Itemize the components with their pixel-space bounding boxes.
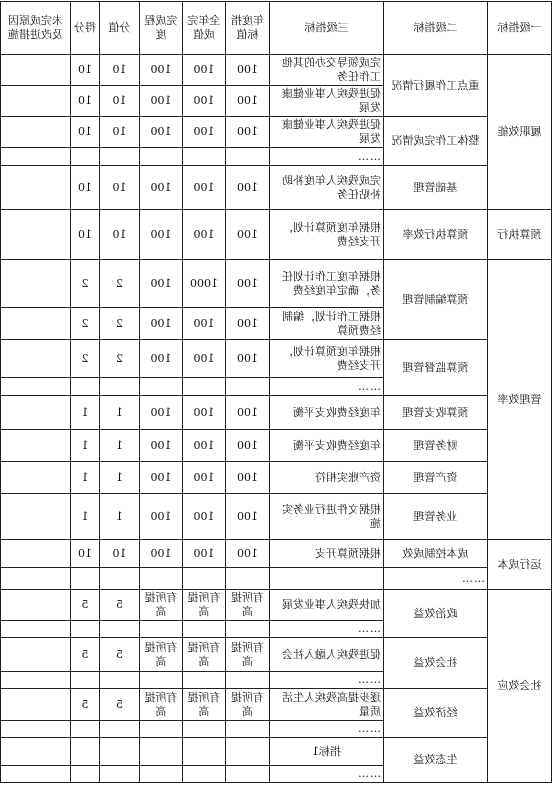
empty-cell xyxy=(100,148,140,166)
level2-cell: 预算编制管理 xyxy=(384,260,488,340)
table-row xyxy=(1,430,552,462)
score-cell: 10 xyxy=(71,55,100,86)
empty-cell xyxy=(1,378,71,396)
empty-cell xyxy=(1,148,71,166)
empty-cell xyxy=(226,738,270,766)
empty-cell xyxy=(226,766,270,783)
weight-cell: 10 xyxy=(100,86,140,117)
target-cell: 100 xyxy=(226,462,270,494)
empty-cell xyxy=(270,568,384,590)
level3-cell: …… xyxy=(270,621,384,638)
empty-cell xyxy=(71,721,100,738)
empty-cell xyxy=(140,721,183,738)
score-cell: 1 xyxy=(71,462,100,494)
empty-cell xyxy=(71,148,100,166)
empty-cell xyxy=(226,672,270,689)
empty-cell xyxy=(71,378,100,396)
score-cell: 2 xyxy=(71,340,100,378)
weight-cell: 5 xyxy=(100,590,140,621)
empty-cell xyxy=(100,738,140,766)
actual-cell: 100 xyxy=(183,396,226,430)
score-cell: 1 xyxy=(71,396,100,430)
level3-cell: 根据年度预算计划，开支经费 xyxy=(270,340,384,378)
completion-cell: 100 xyxy=(140,340,183,378)
completion-cell: 100 xyxy=(140,260,183,308)
level3-cell: 根据文件进行业务实施 xyxy=(270,494,384,540)
level2-cell: 预算监督管理 xyxy=(384,340,488,396)
empty-cell xyxy=(183,721,226,738)
level2-cell: 政治效益 xyxy=(384,590,488,638)
table-row xyxy=(1,260,552,308)
weight-cell: 10 xyxy=(100,117,140,148)
empty-cell xyxy=(100,621,140,638)
level2-cell: 财务管理 xyxy=(384,430,488,462)
level3-cell: 根据年度预算计划，开支经费 xyxy=(270,210,384,260)
completion-cell: 有所提高 xyxy=(140,689,183,721)
weight-cell: 2 xyxy=(100,260,140,308)
reason-cell xyxy=(1,117,71,148)
empty-cell xyxy=(1,721,71,738)
target-cell: 100 xyxy=(226,86,270,117)
level2-cell: 业务管理 xyxy=(384,494,488,540)
target-cell: 100 xyxy=(226,396,270,430)
level3-cell: 根据年度工作计划任务，确定年度经费 xyxy=(270,260,384,308)
level2-cell: …… xyxy=(384,568,488,590)
level3-cell: 完成残疾人年度补助补贴任务 xyxy=(270,166,384,210)
target-cell: 有所提高 xyxy=(226,689,270,721)
target-cell: 100 xyxy=(226,260,270,308)
actual-cell: 有所提高 xyxy=(183,590,226,621)
reason-cell xyxy=(1,494,71,540)
score-cell: 5 xyxy=(71,590,100,621)
score-cell: 10 xyxy=(71,210,100,260)
level3-cell: …… xyxy=(270,721,384,738)
weight-cell: 2 xyxy=(100,340,140,378)
level1-cell: 管理效率 xyxy=(488,260,552,540)
empty-cell xyxy=(140,568,183,590)
table-row xyxy=(1,540,552,568)
actual-cell: 100 xyxy=(183,55,226,86)
performance-indicator-table xyxy=(0,1,552,783)
empty-cell xyxy=(183,621,226,638)
empty-cell xyxy=(1,621,71,638)
header-cell: 得分 xyxy=(71,2,100,55)
target-cell: 有所提高 xyxy=(226,638,270,672)
reason-cell xyxy=(1,430,71,462)
level2-cell: 经济效益 xyxy=(384,689,488,738)
empty-cell xyxy=(226,621,270,638)
table-row xyxy=(1,568,552,590)
score-cell: 10 xyxy=(71,117,100,148)
table-row xyxy=(1,55,552,86)
reason-cell xyxy=(1,55,71,86)
level3-cell: 完成领导交办的其他工作任务 xyxy=(270,55,384,86)
completion-cell: 100 xyxy=(140,494,183,540)
reason-cell xyxy=(1,590,71,621)
completion-cell: 100 xyxy=(140,117,183,148)
header-cell: 年度指标值 xyxy=(226,2,270,55)
empty-cell xyxy=(71,738,100,766)
completion-cell: 100 xyxy=(140,396,183,430)
target-cell: 100 xyxy=(226,340,270,378)
score-cell: 2 xyxy=(71,308,100,340)
empty-cell xyxy=(71,568,100,590)
empty-cell xyxy=(71,766,100,783)
actual-cell: 100 xyxy=(183,166,226,210)
level2-cell: 重点工作履行情况 xyxy=(384,55,488,117)
completion-cell: 100 xyxy=(140,308,183,340)
score-cell: 10 xyxy=(71,540,100,568)
empty-cell xyxy=(100,766,140,783)
header-cell: 完成程度 xyxy=(140,2,183,55)
completion-cell: 100 xyxy=(140,210,183,260)
reason-cell xyxy=(1,540,71,568)
target-cell: 100 xyxy=(226,210,270,260)
level3-cell: 资产账实相符 xyxy=(270,462,384,494)
header-cell: 分值 xyxy=(100,2,140,55)
completion-cell: 100 xyxy=(140,166,183,210)
reason-cell xyxy=(1,260,71,308)
score-cell: 5 xyxy=(71,638,100,672)
weight-cell: 5 xyxy=(100,689,140,721)
level3-cell: 促进残疾人事业健康发展 xyxy=(270,86,384,117)
level3-cell: 加快残疾人事业发展 xyxy=(270,590,384,621)
level3-cell: 根据预算开支 xyxy=(270,540,384,568)
actual-cell: 100 xyxy=(183,340,226,378)
weight-cell: 1 xyxy=(100,430,140,462)
level2-cell: 资产管理 xyxy=(384,462,488,494)
empty-cell xyxy=(1,568,71,590)
level3-cell: …… xyxy=(270,766,384,783)
reason-cell xyxy=(1,638,71,672)
level2-cell: 生态效益 xyxy=(384,738,488,783)
empty-cell xyxy=(183,568,226,590)
target-cell: 100 xyxy=(226,430,270,462)
table-row xyxy=(1,638,552,672)
weight-cell: 1 xyxy=(100,462,140,494)
empty-cell xyxy=(100,378,140,396)
completion-cell: 100 xyxy=(140,462,183,494)
weight-cell: 10 xyxy=(100,166,140,210)
header-cell: 未完成原因及改进措施 xyxy=(1,2,71,55)
level1-cell: 预算执行 xyxy=(488,210,552,260)
reason-cell xyxy=(1,308,71,340)
weight-cell: 10 xyxy=(100,55,140,86)
empty-cell xyxy=(100,568,140,590)
weight-cell: 10 xyxy=(100,540,140,568)
score-cell: 5 xyxy=(71,689,100,721)
level3-cell: 逐步提高残疾人生活质量 xyxy=(270,689,384,721)
weight-cell: 1 xyxy=(100,494,140,540)
header-cell: 全年完成值 xyxy=(183,2,226,55)
empty-cell xyxy=(226,721,270,738)
reason-cell xyxy=(1,462,71,494)
score-cell: 1 xyxy=(71,494,100,540)
actual-cell: 100 xyxy=(183,540,226,568)
level3-cell: …… xyxy=(270,148,384,166)
empty-cell xyxy=(1,672,71,689)
target-cell: 100 xyxy=(226,117,270,148)
table-row xyxy=(1,117,552,148)
empty-cell xyxy=(140,621,183,638)
completion-cell: 100 xyxy=(140,430,183,462)
level3-cell: 年度经费收支平衡 xyxy=(270,396,384,430)
actual-cell: 1000 xyxy=(183,260,226,308)
empty-cell xyxy=(1,738,71,766)
table-row xyxy=(1,590,552,621)
level3-cell: 根据工作计划，编制经费预算 xyxy=(270,308,384,340)
target-cell: 100 xyxy=(226,55,270,86)
level3-cell: 促进残疾人事业健康发展 xyxy=(270,117,384,148)
table-row xyxy=(1,340,552,378)
empty-cell xyxy=(226,378,270,396)
table-row xyxy=(1,689,552,721)
empty-cell xyxy=(140,766,183,783)
table-row xyxy=(1,396,552,430)
score-cell: 1 xyxy=(71,430,100,462)
target-cell: 100 xyxy=(226,494,270,540)
actual-cell: 100 xyxy=(183,117,226,148)
target-cell: 100 xyxy=(226,166,270,210)
reason-cell xyxy=(1,340,71,378)
target-cell: 有所提高 xyxy=(226,590,270,621)
empty-cell xyxy=(226,568,270,590)
weight-cell: 10 xyxy=(100,210,140,260)
empty-cell xyxy=(226,148,270,166)
reason-cell xyxy=(1,210,71,260)
reason-cell xyxy=(1,689,71,721)
level2-cell: 预算执行效率 xyxy=(384,210,488,260)
completion-cell: 100 xyxy=(140,55,183,86)
target-cell: 100 xyxy=(226,540,270,568)
actual-cell: 有所提高 xyxy=(183,689,226,721)
level2-cell: 成本控制成效 xyxy=(384,540,488,568)
actual-cell: 100 xyxy=(183,210,226,260)
empty-cell xyxy=(100,672,140,689)
level1-cell: 社会效应 xyxy=(488,590,552,783)
empty-cell xyxy=(183,378,226,396)
actual-cell: 有所提高 xyxy=(183,638,226,672)
reason-cell xyxy=(1,86,71,117)
empty-cell xyxy=(140,378,183,396)
empty-cell xyxy=(140,738,183,766)
level2-cell: 社会效益 xyxy=(384,638,488,689)
empty-cell xyxy=(71,621,100,638)
header-cell: 三级指标 xyxy=(270,2,384,55)
actual-cell: 100 xyxy=(183,430,226,462)
reason-cell xyxy=(1,166,71,210)
level3-cell: 促进残疾人融入社会 xyxy=(270,638,384,672)
level3-cell: 指标1 xyxy=(270,738,384,766)
table-row xyxy=(1,166,552,210)
header-cell: 二级指标 xyxy=(384,2,488,55)
header-cell: 一级指标 xyxy=(488,2,552,55)
completion-cell: 有所提高 xyxy=(140,638,183,672)
empty-cell xyxy=(1,766,71,783)
completion-cell: 有所提高 xyxy=(140,590,183,621)
weight-cell: 5 xyxy=(100,638,140,672)
actual-cell: 100 xyxy=(183,494,226,540)
actual-cell: 100 xyxy=(183,462,226,494)
table-row xyxy=(1,494,552,540)
level3-cell: …… xyxy=(270,672,384,689)
level3-cell: 年度经费收支平衡 xyxy=(270,430,384,462)
empty-cell xyxy=(183,672,226,689)
level3-cell: …… xyxy=(270,378,384,396)
empty-cell xyxy=(140,672,183,689)
actual-cell: 100 xyxy=(183,86,226,117)
empty-cell xyxy=(140,148,183,166)
level1-cell: 运行成本 xyxy=(488,540,552,590)
empty-cell xyxy=(183,148,226,166)
target-cell: 100 xyxy=(226,308,270,340)
empty-cell xyxy=(183,738,226,766)
table-row xyxy=(1,462,552,494)
weight-cell: 2 xyxy=(100,308,140,340)
table-row xyxy=(1,210,552,260)
completion-cell: 100 xyxy=(140,86,183,117)
weight-cell: 1 xyxy=(100,396,140,430)
table-header-row xyxy=(1,2,552,55)
completion-cell: 100 xyxy=(140,540,183,568)
empty-cell xyxy=(100,721,140,738)
empty-cell xyxy=(71,672,100,689)
level2-cell: 预算收支管理 xyxy=(384,396,488,430)
score-cell: 2 xyxy=(71,260,100,308)
score-cell: 10 xyxy=(71,86,100,117)
empty-cell xyxy=(183,766,226,783)
reason-cell xyxy=(1,396,71,430)
level2-cell: 基础管理 xyxy=(384,166,488,210)
level1-cell: 履职效能 xyxy=(488,55,552,210)
score-cell: 10 xyxy=(71,166,100,210)
table-row xyxy=(1,738,552,766)
level2-cell: 整体工作完成情况 xyxy=(384,117,488,166)
actual-cell: 100 xyxy=(183,308,226,340)
